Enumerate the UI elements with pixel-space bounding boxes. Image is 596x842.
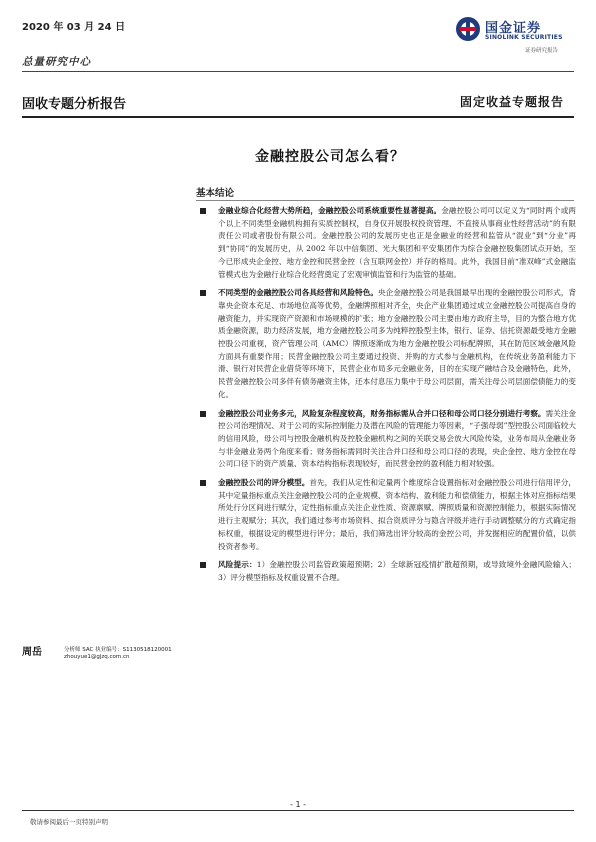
summary-item-body: 央企金融控股公司是我国最早出现的金融控股公司形式，背靠央企资本充足、市场地位高等优势，金融牌照相对齐全，央企产业集团通过成立金融控股公司提高自身的融资能力，并实现资产资源和市场规模的扩张；地方金融控股公司主要由地方政府主导，目的为整合地方优质金融资源，助力经济发展，地方金融控股公司多为纯粹控股型主体，银行、证券、信托资源最受地方金融控股公司重视，资产管理公司（AMC）牌照逐渐成为地方金融控股公司标配牌照，其在防范区域金融风险方面具有重要作用；民营金融控股公司主要通过投资、并购的方式参与金融机构，在传统业务盈利能力下滑、银行对民营企业借贷等环境下，民营企业布局多元金融业务，目的在实现产融结合及金融特色，此外，民营金融控股公司多伴有债务融资主体，还本付息压力集中于母公司层面，需关注母公司层面偿债能力的变化。	[218, 288, 576, 399]
summary-item-body: 首先，我们从定性和定量两个维度综合设置指标对金融控股公司进行信用评分，其中定量指标重点关注金融控股公司的企业规模、资本结构、盈利能力和偿债能力，根据主体对应指标结果所处行分区间进行赋分，定性指标重点关注企业性质、资源禀赋、牌照质量和资源控制能力，根据实际情况进行主观赋分；其次，我们通过参考市场资料、拟合资质评分与隐含评级并进行手动调整赋分的方式确定指标权重，根据设定的模型进行评分；最后，我们筛选出评分较高的金控公司，并发掘相应的配置价值，以供投资者参考。	[218, 478, 577, 551]
summary-item-body: 需关注金控公司治理情况、对于公司的实际控制能力及潜在风险的管理能力等因素，“子强母弱”型控股公司面临较大的信用风险，母公司与控股金融机构及控股金融机构之间的关联交易会放大风险传染，业务布局从金融业务与非金融业务两个角度来看；财务指标需同时关注合并口径和母公司口径的表现，央企金控、地方金控在母公司口径下的资产质量、资本结构指标表现较好，而民营金控的盈利能力相对较强。	[218, 408, 577, 469]
bullet-square-icon	[200, 411, 206, 417]
report-date: 2020 年 03 月 24 日	[22, 22, 126, 33]
analyst-license: 分析师 SAC 执业编号：S1130518120001	[64, 647, 172, 653]
summary-item-lead: 不同类型的金融控股公司各具经营和风险特色。	[218, 288, 378, 298]
logo-text-en: SINOLINK SECURITIES	[485, 34, 563, 41]
page-title: 金融控股公司怎么看？	[255, 149, 405, 165]
summary-divider	[196, 200, 574, 201]
summary-item-body: 金融控股公司可以定义为“同时两个或两个以上不同类型金融机构拥有实质控制权，自身仅开展股权投资管理、不直接从事商业性经营活动”的有限责任公司或者股份有限公司。金融控股公司的发展历史也正是金融业的经营和监管从“混业”到“分业”再到“协同”的发展历史，从 2002 年以中信集团、光大集团和平安集团作为综合金融控股集团试点开始，至今已形成央企金控、地方金控和民营金控（含互联网金控）并存的格局。此外，我国目前“准双峰”式金融监管模式也为金融行业综合化经营奠定了宏观审慎监管和行为监管的基础。	[218, 206, 576, 279]
summary-heading: 基本结论	[196, 188, 235, 199]
footer-disclaimer: 敬请参阅最后一页特别声明	[30, 818, 108, 826]
sinolink-logo-icon	[455, 16, 481, 42]
bullet-square-icon	[200, 562, 206, 568]
summary-item-lead: 金融控股公司业务多元，风险复杂程度较高，财务指标需从合并口径和母公司口径分别进行考察。	[218, 408, 546, 418]
summary-item	[196, 287, 576, 401]
risk-body: 1）金融控股公司监管政策超预期；2）全球新冠疫情扩散超预期，或导致境外金融风险输入；3）评分模型指标及权重设置不合理。	[218, 560, 576, 582]
bullet-square-icon	[200, 480, 206, 486]
header-divider-bottom	[22, 116, 574, 118]
report-type: 固收专题分析报告	[22, 97, 127, 112]
logo-subtitle: 证券研究报告	[525, 48, 559, 54]
company-logo	[455, 16, 580, 56]
analyst-email[interactable]: zhouyue1@gjzq.com.cn	[64, 654, 130, 660]
header-divider-top	[22, 71, 574, 72]
summary-item	[196, 205, 576, 281]
bullet-square-icon	[200, 290, 206, 296]
report-category: 固定收益专题报告	[459, 95, 564, 109]
page-number: - 1 -	[290, 800, 306, 809]
bullet-square-icon	[200, 208, 206, 214]
summary-item	[196, 477, 576, 553]
summary-item	[196, 408, 576, 472]
summary-item-lead: 金融业综合化经营大势所趋，金融控股公司系统重要性显著提高。	[218, 206, 442, 215]
footer-divider	[22, 810, 574, 811]
risk-lead: 风险提示：	[218, 560, 257, 570]
summary-content	[196, 205, 576, 585]
logo-text-cn: 国金证券	[485, 21, 542, 36]
summary-item-lead: 金融控股公司的评分模型。	[218, 478, 310, 488]
department-name: 总量研究中心	[22, 56, 91, 68]
analyst-name: 周岳	[22, 647, 42, 658]
risk-warning	[196, 559, 576, 584]
